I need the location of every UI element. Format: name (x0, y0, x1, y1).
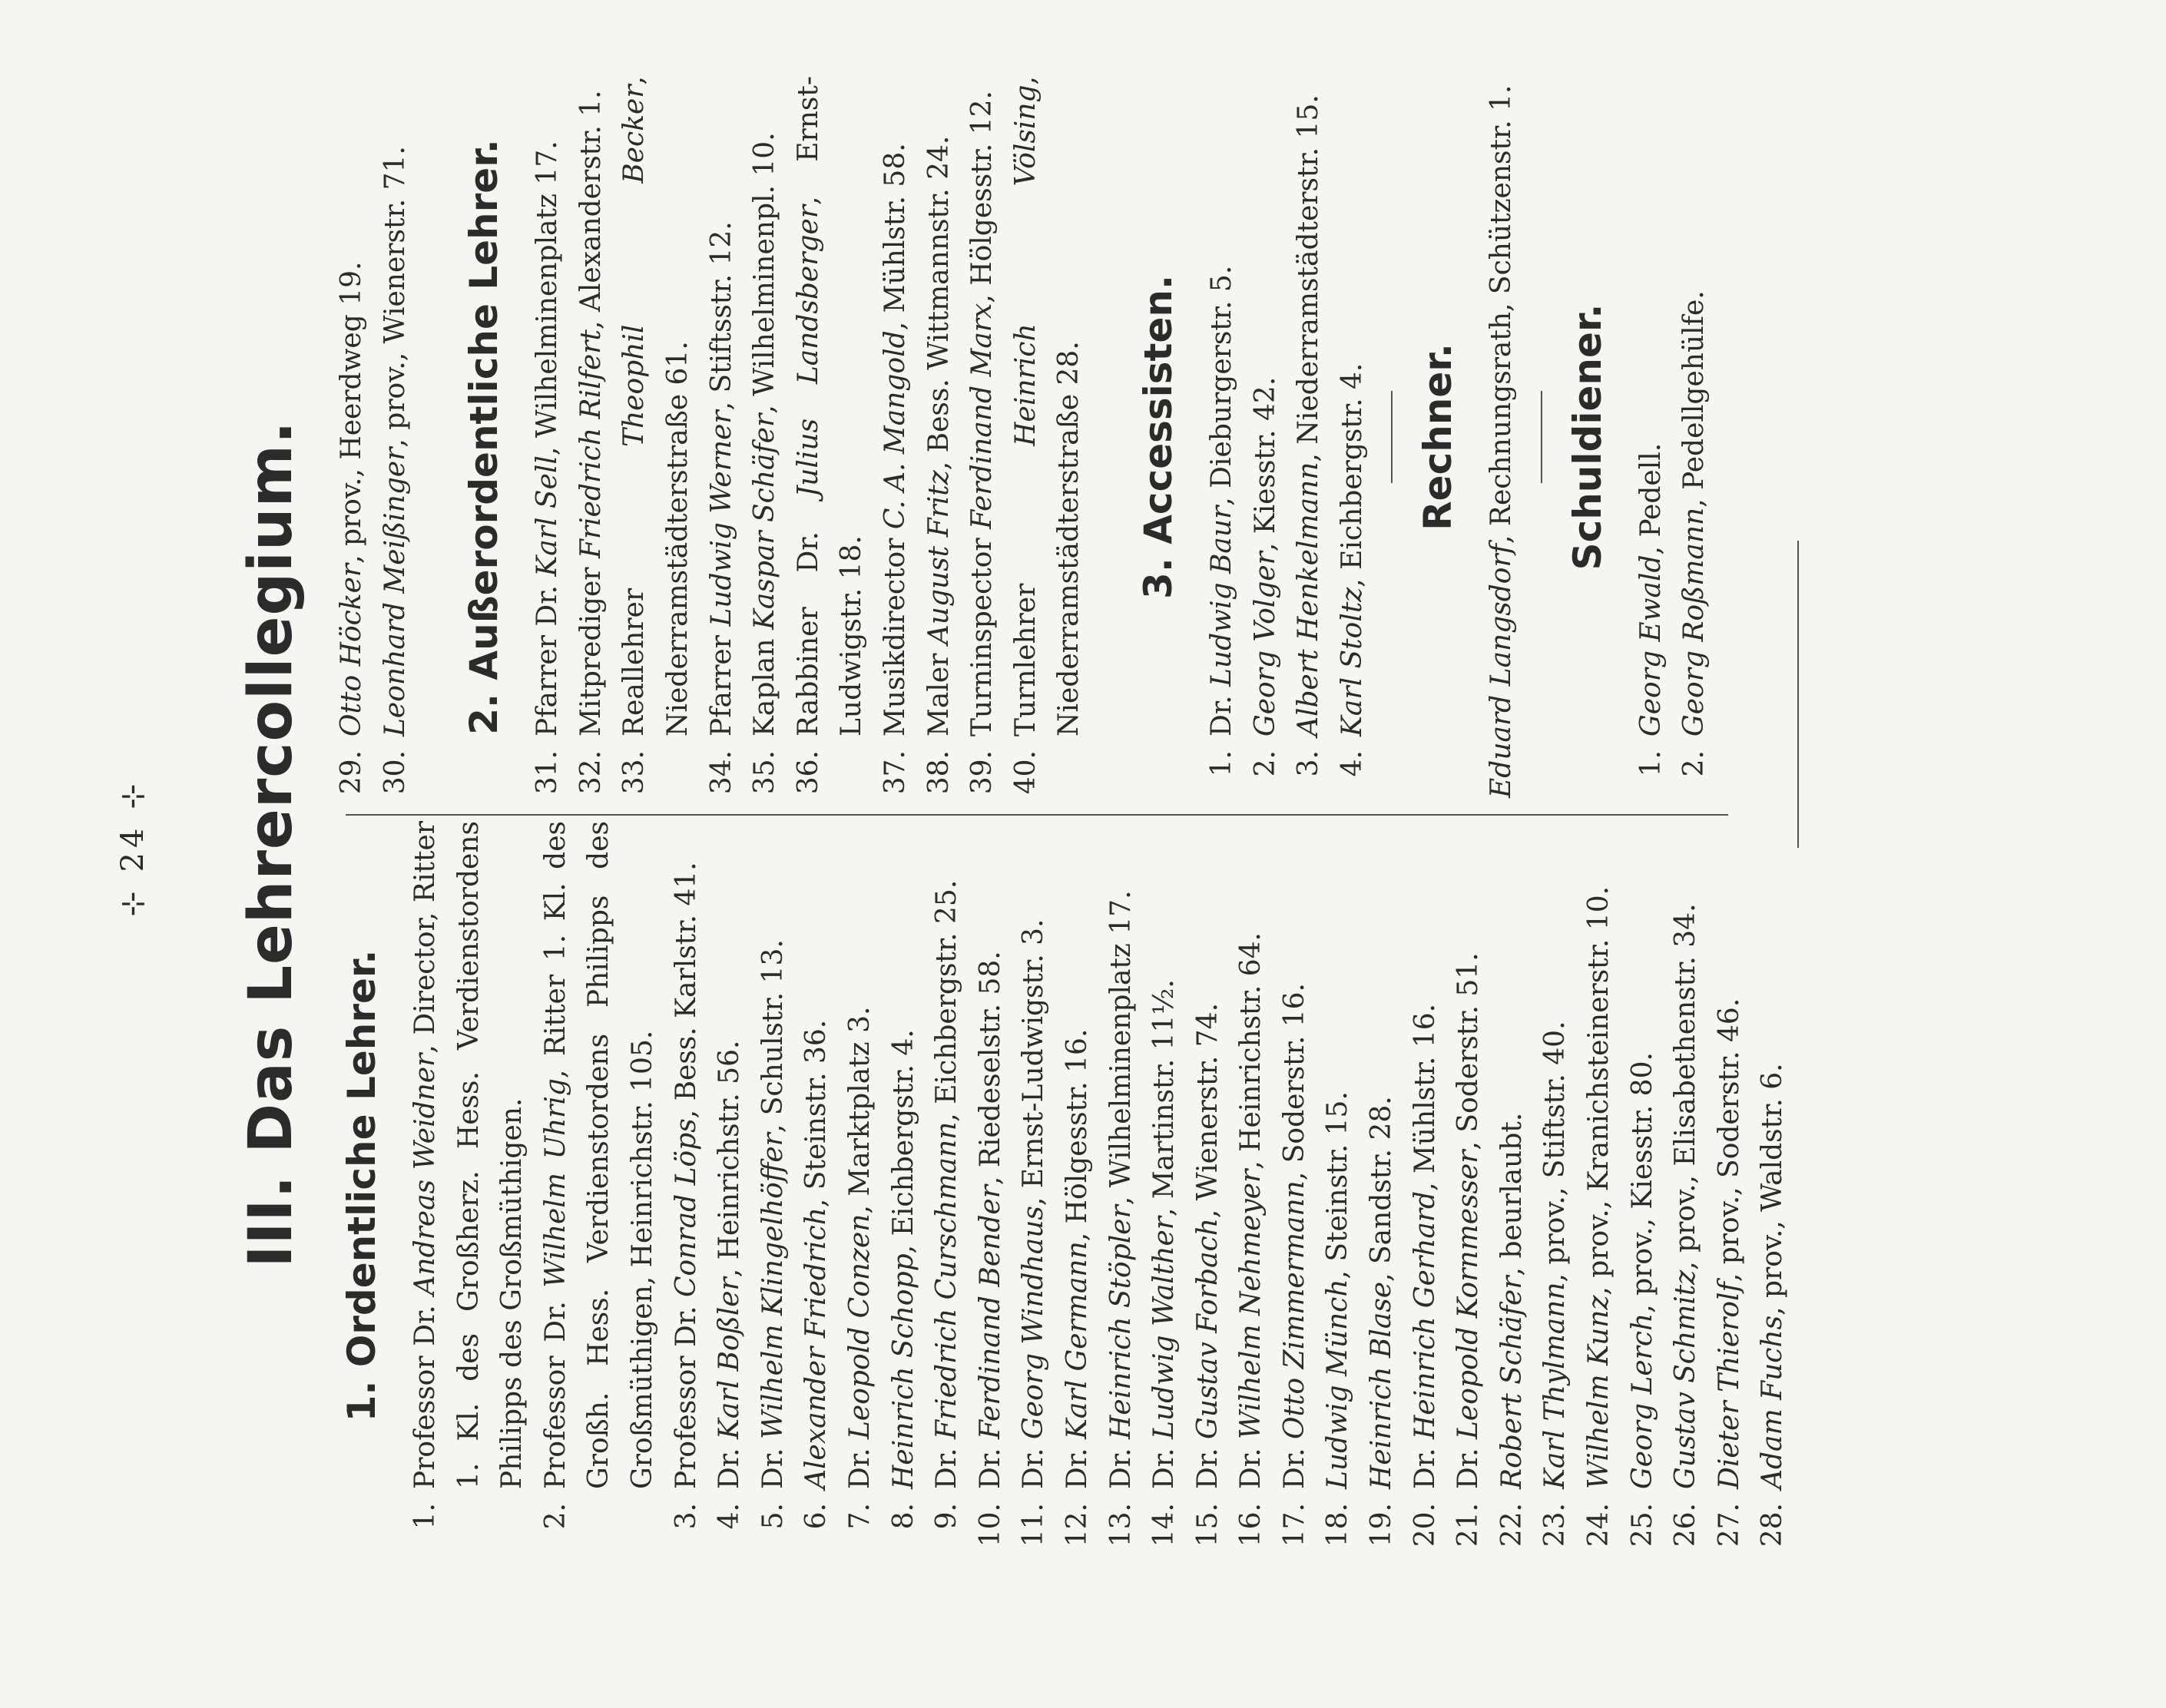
entry-title: Rabbiner Dr. (792, 497, 824, 736)
entry-details: , Kiesstr. 42. (1249, 376, 1281, 552)
entry-name: Karl Stoltz (1336, 587, 1368, 736)
entry-name: Karl Thylmann (1539, 1282, 1572, 1489)
entry-name: Friedrich Rilfert (575, 329, 607, 559)
list-schuldiener (1630, 76, 1717, 798)
list-item (1578, 821, 1621, 1551)
entry-name: Ferdinand Marx (966, 303, 999, 529)
entry-name: Ludwig Walther (1148, 1216, 1181, 1439)
entry-details: , Alexanderstr. 1. (575, 90, 607, 330)
entry-name: Julius Landsberger (792, 204, 824, 498)
list-item (700, 76, 744, 798)
entry-title: Professor Dr. (539, 1287, 571, 1489)
list-item (535, 821, 665, 1551)
entry-details: , Schulstr. 13. (757, 939, 789, 1134)
entry-details: , prov., Stiftstr. 40. (1539, 1021, 1572, 1283)
rechner-details: , Rechnungsrath, Schützenstr. 1. (1485, 84, 1518, 544)
entry-number: 25. (1626, 1503, 1658, 1547)
list-item (1201, 76, 1244, 798)
entry-title: Pfarrer Dr. (532, 576, 564, 736)
section-rule (1541, 391, 1542, 483)
list-item (1100, 821, 1144, 1551)
entry-number: 2. (1249, 750, 1281, 777)
list-item (918, 76, 962, 798)
entry-name: Adam Fuchs (1757, 1315, 1789, 1489)
entry-name: Alexander Friedrich (800, 1207, 833, 1489)
list-item (1143, 821, 1187, 1551)
entry-name: Georg Lerch (1626, 1312, 1658, 1489)
list-item (1244, 76, 1288, 798)
rechner-name: Eduard Langsdorf (1485, 544, 1518, 798)
entry-details: , Heinrichstr. 56. (714, 1040, 746, 1278)
entry-title: Dr. (931, 1438, 963, 1489)
entry-details: , beurlaubt. (1495, 1112, 1528, 1276)
entry-details: , Ritter 1. Kl. des Großh. Hess. Verdienstordens Philipps des Großmüthigen, Heinrichstr. 105. (539, 820, 658, 1489)
list-item (1331, 76, 1375, 798)
list-item (795, 821, 839, 1551)
column-divider (346, 814, 1728, 816)
entry-details: , Eichbergstr. 4. (887, 1029, 919, 1254)
entry-details: , Bess. Wittmannstr. 24. (922, 135, 955, 471)
entry-number: 1. (1205, 750, 1237, 777)
entry-details: , Wilhelminenplatz 17. (532, 141, 564, 456)
entry-details: , Sandstr. 28. (1366, 1096, 1398, 1282)
list-item (752, 821, 796, 1551)
entry-name: Ferdinand Bender (974, 1185, 1006, 1439)
list-item (665, 821, 709, 1551)
entry-title: Dr. (1409, 1438, 1441, 1489)
entry-title: Pfarrer (705, 626, 737, 736)
entry-details: , Eichbergstr. 25. (931, 879, 963, 1122)
list-item (1447, 821, 1491, 1551)
entry-name: Theophil Becker (618, 84, 651, 448)
list-item (787, 76, 874, 798)
list-item (613, 76, 700, 798)
entry-number: 20. (1409, 1503, 1441, 1547)
entry-details: , Mühlstr. 16. (1409, 1003, 1441, 1191)
entry-number: 32. (575, 750, 607, 795)
entry-title: Dr. (1061, 1438, 1093, 1489)
entry-name: Wilhelm Kunz (1583, 1295, 1615, 1489)
list-ordentliche-lehrer (404, 821, 1795, 1551)
entry-details: , Heinrichstr. 64. (1235, 932, 1267, 1170)
entry-number: 17. (1278, 1503, 1310, 1547)
entry-name: Heinrich Schopp (887, 1253, 919, 1489)
list-ausserordentliche-lehrer (526, 76, 1091, 798)
entry-details: , Pedellgehülfe. (1678, 290, 1711, 508)
entry-details: , prov., Wienerstr. 71. (379, 146, 411, 448)
entry-details: , Niederramstädterstraße 61. (618, 76, 694, 736)
entry-number: 35. (749, 750, 781, 795)
entry-title: Dr. (1148, 1438, 1181, 1489)
heading-rechner: Rechner. (1416, 343, 1461, 531)
entry-number: 9. (931, 1503, 963, 1530)
entry-number: 7. (843, 1503, 876, 1530)
page-title: III. Das Lehrercollegium. (237, 420, 306, 1268)
entry-name: Robert Schäfer (1495, 1276, 1528, 1489)
entry-details: , Riedeselstr. 58. (974, 951, 1006, 1186)
entry-title: Dr. (757, 1438, 789, 1489)
entry-name: Ludwig Baur (1205, 505, 1237, 687)
list-item (526, 76, 570, 798)
list-item (1751, 821, 1795, 1551)
page-number-line (115, 771, 151, 925)
entry-details: , Soderstr. 16. (1278, 983, 1310, 1181)
entry-number: 4. (1336, 750, 1368, 777)
entry-details: , Wilhelminenplatz 17. (1105, 890, 1137, 1206)
list-item (1273, 821, 1317, 1551)
entry-name: C. A. Mangold (879, 330, 911, 530)
list-item (1404, 821, 1448, 1551)
entry-number: 33. (618, 750, 651, 795)
entry-details: , Bess. Karlstr. 41. (670, 862, 702, 1119)
entry-name: Heinrich Stöpler (1105, 1205, 1137, 1439)
entry-details: , Eichbergstr. 4. (1336, 362, 1368, 588)
entry-number: 12. (1061, 1503, 1093, 1547)
entry-number: 39. (966, 750, 999, 795)
entry-number: 18. (1322, 1503, 1354, 1547)
entry-number: 24. (1583, 1503, 1615, 1547)
list-item (839, 821, 883, 1551)
list-item (570, 76, 614, 798)
entry-name: Kaspar Schäfer (749, 413, 781, 630)
end-rule (1797, 541, 1799, 848)
entry-name: Andreas Weidner (409, 1053, 441, 1296)
entry-details: , Niederramstädterstr. 15. (1293, 94, 1325, 462)
entry-details: , Pedell. (1634, 442, 1667, 555)
entry-name: Georg Volger (1249, 551, 1281, 736)
entry-number: 37. (879, 750, 911, 795)
entry-number: 27. (1713, 1503, 1745, 1547)
entry-details: , prov., Elisabethenstr. 34. (1670, 903, 1702, 1270)
list-item (708, 821, 752, 1551)
entry-number: 36. (792, 750, 824, 795)
rechner-line (1480, 76, 1524, 798)
list-item (374, 76, 418, 798)
entry-title: Maler (922, 644, 955, 736)
list-item (1534, 821, 1578, 1551)
entry-details: , Martinstr. 11½. (1148, 979, 1181, 1217)
entry-number: 11. (1018, 1503, 1050, 1547)
entry-title: Turnlehrer (1009, 445, 1042, 736)
entry-details: , prov., Soderstr. 46. (1713, 998, 1745, 1283)
heading-ausserordentliche-lehrer: 2. Außerordentliche Lehrer. (462, 139, 507, 735)
list-item (961, 76, 1005, 798)
entry-number: 31. (532, 750, 564, 795)
entry-number: 19. (1366, 1503, 1398, 1547)
entry-number: 16. (1235, 1503, 1267, 1547)
entry-name: Wilhelm Nehmeyer (1235, 1169, 1267, 1439)
entry-details: , Marktplatz 3. (843, 1006, 876, 1214)
entry-name: Gustav Schmitz (1670, 1269, 1702, 1489)
entry-name: Heinrich Gerhard (1409, 1190, 1441, 1439)
entry-number: 2. (539, 1503, 571, 1530)
page-number: 24 (115, 823, 151, 872)
entry-number: 8. (887, 1503, 919, 1530)
entry-name: Georg Windhaus (1018, 1206, 1050, 1439)
list-accessisten (1201, 76, 1374, 798)
entry-number: 14. (1148, 1503, 1181, 1547)
entry-title: Reallehrer (618, 447, 651, 736)
list-item (1230, 821, 1273, 1551)
entry-title: Dr. (1105, 1438, 1137, 1489)
entry-name: Heinrich Blase (1366, 1281, 1398, 1489)
entry-number: 5. (757, 1503, 789, 1530)
right-column (330, 76, 1717, 798)
entry-name: Ludwig Werner (705, 410, 737, 627)
entry-details: , Soderstr. 51. (1452, 952, 1485, 1150)
entry-name: Karl Germann (1061, 1241, 1093, 1439)
entry-details: , Ernst-Ludwigstr. 18. (792, 76, 868, 736)
entry-number: 21. (1452, 1503, 1485, 1547)
entry-number: 1. (409, 1503, 441, 1530)
entry-details: , Hölgesstr. 16. (1061, 1028, 1093, 1242)
list-item (1187, 821, 1230, 1551)
list-item (1621, 821, 1665, 1551)
entry-title: Dr. (974, 1438, 1006, 1489)
entry-name: Karl Sell (532, 455, 564, 577)
list-item (1491, 821, 1535, 1551)
list-item (1287, 76, 1331, 798)
ornament-left-icon: ⊹ (115, 886, 151, 917)
entry-number: 3. (670, 1503, 702, 1530)
entry-details: , prov., Kiesstr. 80. (1626, 1052, 1658, 1313)
entry-number: 28. (1757, 1503, 1789, 1547)
entry-title: Dr. (1452, 1438, 1485, 1489)
list-item (969, 821, 1013, 1551)
entry-details: , Mühlstr. 58. (879, 143, 911, 331)
entry-details: , Steinstr. 15. (1322, 1091, 1354, 1279)
entry-name: Ludwig Münch (1322, 1279, 1354, 1489)
entry-title: Dr. (714, 1438, 746, 1489)
list-item (1316, 821, 1360, 1551)
entry-name: Leopold Kornmesser (1452, 1150, 1485, 1439)
entry-title: Dr. (1235, 1438, 1267, 1489)
entry-name: Friedrich Curschmann (931, 1121, 963, 1439)
entry-name: Heinrich Völsing (1009, 84, 1042, 446)
entry-details: , prov., Kranichsteinerstr. 10. (1583, 885, 1615, 1296)
entry-number: 6. (800, 1503, 833, 1530)
section-rule (1391, 391, 1393, 483)
entry-title: Musikdirector (879, 529, 911, 736)
entry-name: Wilhelm Klingelhöffer (757, 1133, 789, 1439)
entry-number: 3. (1293, 750, 1325, 777)
entry-number: 1. (1634, 750, 1667, 777)
list-item (1630, 76, 1674, 798)
entry-number: 29. (336, 750, 367, 795)
entry-name: Karl Boßler (714, 1277, 746, 1439)
list-item (1664, 821, 1708, 1551)
entry-title: Kaplan (749, 629, 781, 736)
entry-title: Turninspector (966, 528, 999, 736)
entry-number: 40. (1009, 750, 1042, 795)
list-item (1012, 821, 1056, 1551)
ornament-right-icon: ⊹ (115, 779, 151, 809)
entry-details: , Steinstr. 36. (800, 1019, 833, 1208)
entry-title: Dr. (1018, 1438, 1050, 1489)
entry-number: 4. (714, 1503, 746, 1530)
entry-title: Professor Dr. (409, 1295, 441, 1489)
entry-details: , prov., Waldstr. 6. (1757, 1063, 1789, 1316)
entry-details: , Wilhelminenpl. 10. (749, 132, 781, 414)
heading-accessisten: 3. Accessisten. (1135, 275, 1181, 599)
list-item (874, 76, 918, 798)
entry-number: 2. (1678, 750, 1711, 777)
entry-title: Dr. (1205, 686, 1237, 736)
list-item (926, 821, 969, 1551)
list-item (1056, 821, 1100, 1551)
list-item (404, 821, 535, 1551)
heading-ordentliche-lehrer: 1. Ordentliche Lehrer. (339, 949, 384, 1422)
list-item (1360, 821, 1404, 1551)
entry-name: Georg Roßmann (1678, 507, 1711, 736)
entry-number: 34. (705, 750, 737, 795)
entry-title: Mitprediger (575, 558, 607, 736)
entry-title: Dr. (843, 1438, 876, 1489)
list-item (883, 821, 926, 1551)
entry-title: Professor Dr. (670, 1296, 702, 1489)
entry-details: , Stiftsstr. 12. (705, 221, 737, 411)
entry-name: Otto Zimmermann (1278, 1180, 1310, 1439)
entry-number: 15. (1191, 1503, 1224, 1547)
entry-details: , Dieburgerstr. 5. (1205, 265, 1237, 506)
list-item (1005, 76, 1091, 798)
entry-details: , Niederramstädterstraße 28. (1009, 75, 1085, 736)
left-column (330, 821, 1795, 1551)
entry-number: 30. (379, 750, 411, 795)
entry-name: Otto Höcker (336, 563, 367, 736)
entry-name: Leopold Conzen (843, 1213, 876, 1439)
entry-name: Leonhard Meißinger (379, 447, 411, 736)
entry-name: Gustav Forbach (1191, 1218, 1224, 1439)
heading-schuldiener: Schuldiener. (1565, 303, 1610, 571)
entry-details: , Wienerstr. 74. (1191, 1002, 1224, 1219)
entry-name: Dieter Thierolf (1713, 1282, 1745, 1489)
entry-name: Georg Ewald (1634, 554, 1667, 736)
entry-name: Albert Henkelmann (1293, 462, 1325, 736)
entry-details: , prov., Heerdweg 19. (336, 261, 367, 564)
list-item (1673, 76, 1717, 798)
entry-details: , Ernst-Ludwigstr. 3. (1018, 919, 1050, 1207)
entry-name: Conrad Löps (670, 1118, 702, 1297)
entry-number: 13. (1105, 1503, 1137, 1547)
entry-title: Dr. (1191, 1438, 1224, 1489)
entry-title: Dr. (1278, 1438, 1310, 1489)
entry-details: , Hölgesstr. 12. (966, 91, 999, 303)
list-item (744, 76, 787, 798)
entry-details: , Director, Ritter 1. Kl. des Großherz. Hess. Verdienstordens Philipps des Großmüthigen. (409, 821, 528, 1489)
list-item (1708, 821, 1752, 1551)
entry-name: Wilhelm Uhrig (539, 1078, 571, 1288)
entry-name: August Fritz (922, 470, 955, 645)
entry-number: 26. (1670, 1503, 1702, 1547)
list-ordentliche-lehrer-continued (330, 76, 417, 798)
list-item (330, 76, 374, 798)
entry-number: 38. (922, 750, 955, 795)
entry-number: 23. (1539, 1503, 1572, 1547)
entry-number: 22. (1495, 1503, 1528, 1547)
entry-number: 10. (974, 1503, 1006, 1547)
